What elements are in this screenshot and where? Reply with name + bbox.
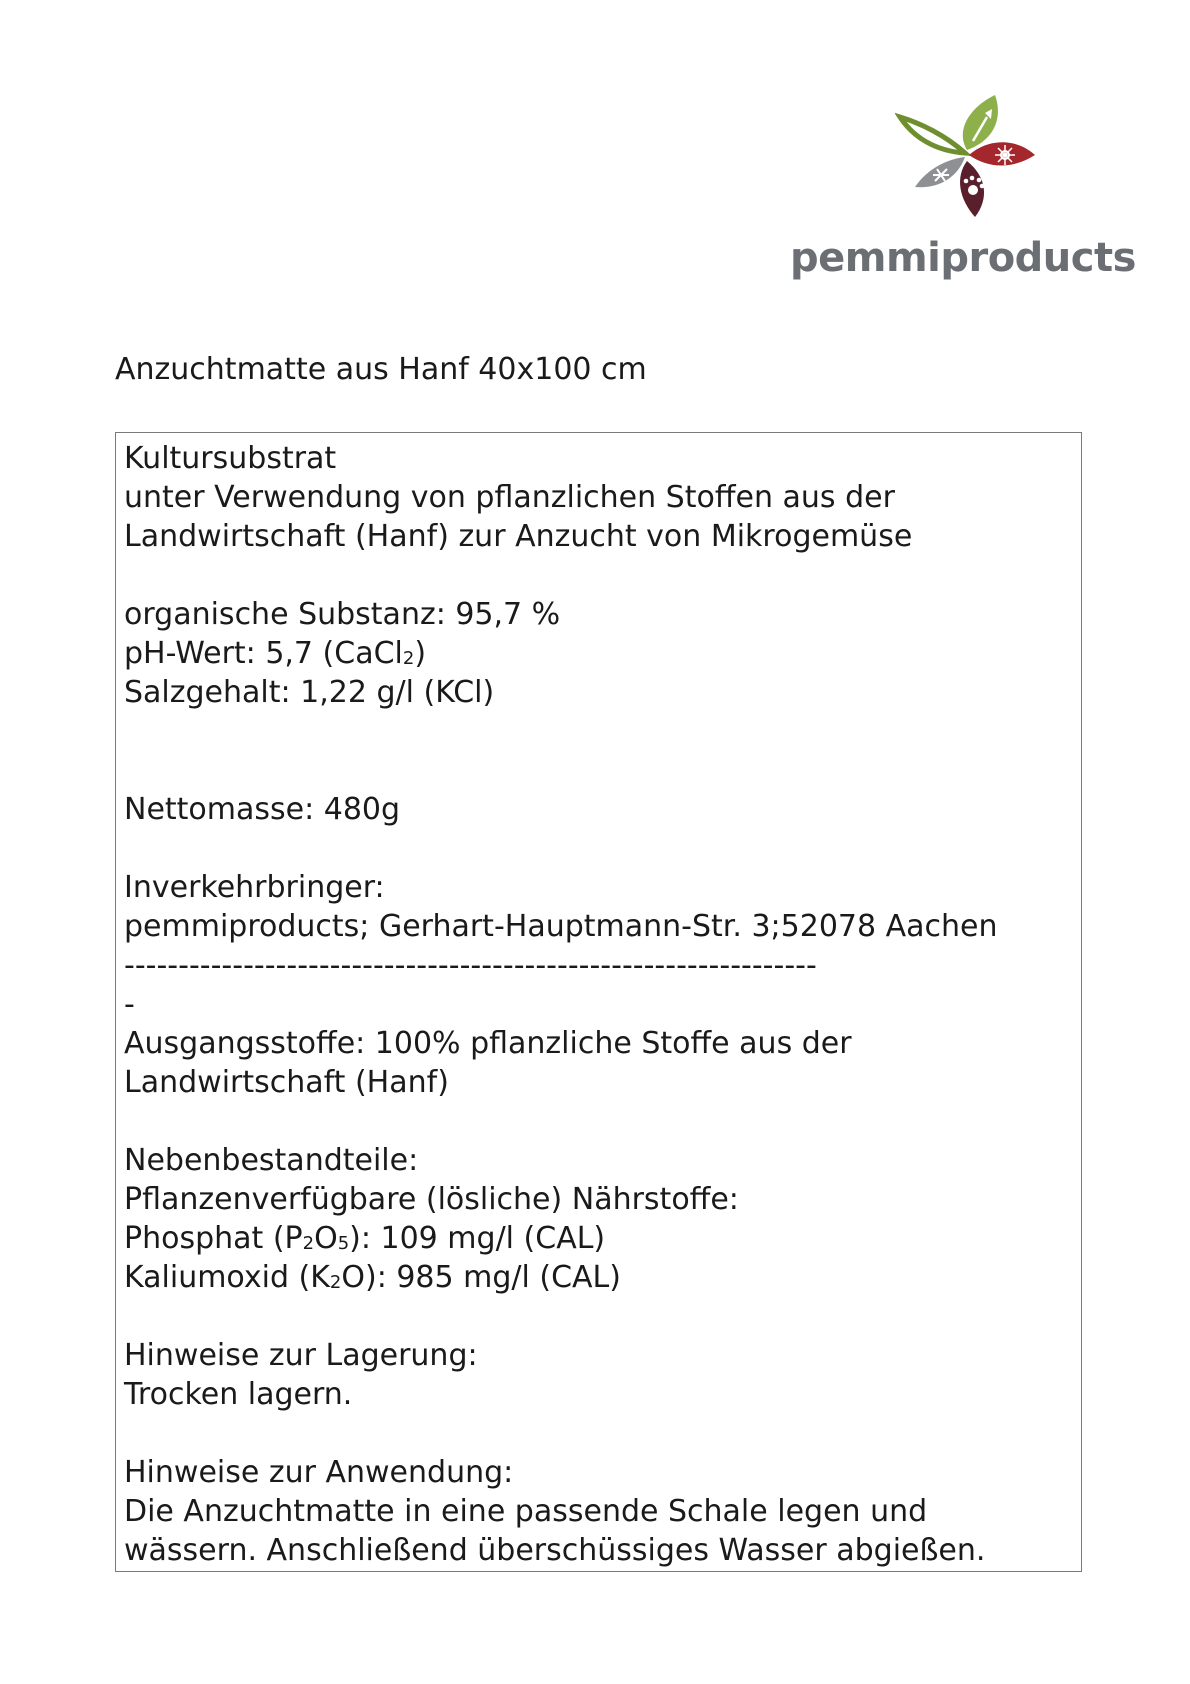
usage-line-2: wässern. Anschließend überschüssiges Wasser abgießen. xyxy=(124,1533,986,1568)
minor-components-heading: Nebenbestandteile: xyxy=(124,1143,419,1178)
distributor-heading: Inverkehrbringer: xyxy=(124,870,385,905)
brand-logo xyxy=(790,95,1150,295)
potassium-value: Kaliumoxid $(K_2O)$: 985 mg/l (CAL) xyxy=(124,1260,621,1295)
leaf-flower-icon xyxy=(895,95,1045,225)
brand-wordmark: pemmiproducts xyxy=(790,235,1136,281)
product-label-box xyxy=(115,432,1082,1572)
description-line-1: unter Verwendung von pflanzlichen Stoffen aus der xyxy=(124,480,895,515)
product-type: Kultursubstrat xyxy=(124,441,337,476)
storage-text: Trocken lagern. xyxy=(124,1377,353,1412)
storage-heading: Hinweise zur Lagerung: xyxy=(124,1338,478,1373)
nutrients-heading: Pflanzenverfügbare (lösliche) Nährstoffe: xyxy=(124,1182,739,1217)
usage-heading: Hinweise zur Anwendung: xyxy=(124,1455,514,1490)
organic-matter: organische Substanz: 95,7 % xyxy=(124,597,561,632)
usage-line-1: Die Anzuchtmatte in eine passende Schale legen und xyxy=(124,1494,928,1529)
net-mass: Nettomasse: 480g xyxy=(124,792,401,827)
page-title: Anzuchtmatte aus Hanf 40x100 cm xyxy=(115,352,647,387)
phosphate-value: Phosphat $(P_2O_5)$: 109 mg/l (CAL) xyxy=(124,1221,606,1256)
separator-end: - xyxy=(124,987,135,1022)
ph-value: pH-Wert: 5,7 (CaCl$_2$) xyxy=(124,636,427,671)
salt-content: Salzgehalt: 1,22 g/l (KCl) xyxy=(124,675,495,710)
separator-line: ---------------------------------------------------------------- xyxy=(124,948,817,983)
distributor-address: pemmiproducts; Gerhart-Hauptmann-Str. 3;52078 Aachen xyxy=(124,909,998,944)
description-line-2: Landwirtschaft (Hanf) zur Anzucht von Mikrogemüse xyxy=(124,519,913,554)
base-materials-line-1: Ausgangsstoffe: 100% pflanzliche Stoffe aus der xyxy=(124,1026,852,1061)
base-materials-line-2: Landwirtschaft (Hanf) xyxy=(124,1065,449,1100)
shovel-leaf-icon xyxy=(963,95,998,150)
outline-leaf-icon xyxy=(900,117,965,153)
